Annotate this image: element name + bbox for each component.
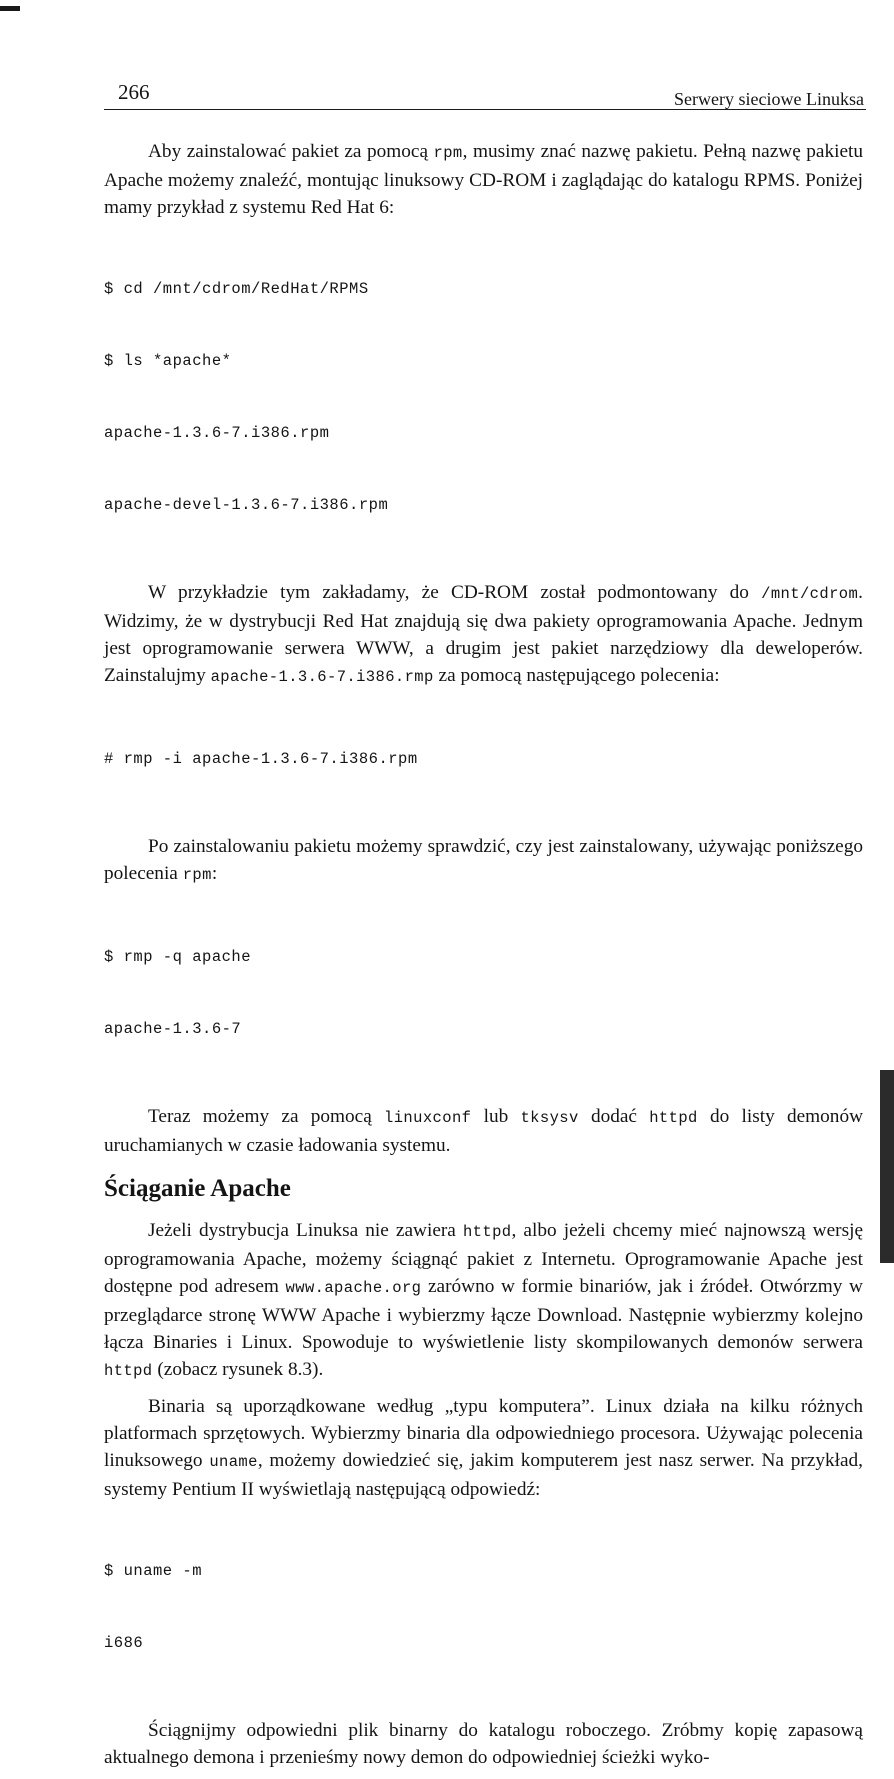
code-line: $ cd /mnt/cdrom/RedHat/RPMS bbox=[104, 280, 369, 298]
text-run: , musimy znać nazwę pakietu. Pełną nazwę pakietu Apache możemy znaleźć, montując linuksowy CD-ROM i zaglądając do katalogu RPMS. Poniżej mamy przykład z systemu Red Hat 6: bbox=[104, 141, 863, 218]
inline-code: rpm bbox=[433, 144, 463, 162]
code-block-install bbox=[104, 699, 863, 819]
text-run: Teraz możemy za pomocą bbox=[148, 1106, 385, 1127]
code-line: apache-devel-1.3.6-7.i386.rpm bbox=[104, 496, 389, 514]
code-line: $ ls *apache* bbox=[104, 352, 232, 370]
text-run: W przykładzie tym zakładamy, że CD-ROM został podmontowany do bbox=[148, 582, 762, 603]
text-run: , możemy dowiedzieć się, jakim komputerem jest nasz serwer. Na przykład, systemy Pentium II wyświetlają następującą odpowiedź: bbox=[104, 1450, 863, 1500]
text-run: , albo jeżeli chcemy mieć najnowszą wersję oprogramowania Apache, możemy ściągnąć pakiet z Internetu. Oprogramowanie Apache jest dostępne pod adresem bbox=[104, 1220, 864, 1297]
paragraph-rpm-intro bbox=[104, 138, 863, 221]
inline-code: www.apache.org bbox=[285, 1279, 422, 1297]
inline-code: tksysv bbox=[520, 1109, 579, 1127]
text-run: zarówno w formie binariów, jak i źródeł. Otwórzmy w przeglądarce stronę WWW Apache i wybierzmy łącze Download. Następnie wybierzmy kolejno łącza Binaries i Linux. Spowoduje to wyświetlenie listy skompilowanych demonów serwera bbox=[104, 1276, 863, 1353]
code-block-uname bbox=[104, 1511, 863, 1703]
inline-code: uname bbox=[209, 1453, 258, 1471]
text-run: : bbox=[211, 863, 218, 884]
text-run: (zobacz rysunek 8.3). bbox=[152, 1359, 324, 1380]
text-run: Po zainstalowaniu pakietu możemy sprawdzić, czy jest zainstalowany, używając poniższego polecenia bbox=[104, 836, 863, 884]
paragraph-verify bbox=[104, 833, 863, 889]
inline-code: httpd bbox=[462, 1223, 512, 1241]
paragraph-download bbox=[104, 1217, 863, 1385]
code-line: i686 bbox=[104, 1634, 144, 1652]
code-line: $ rmp -q apache bbox=[104, 948, 252, 966]
section-heading: Ściąganie Apache bbox=[104, 1175, 291, 1202]
code-line: apache-1.3.6-7.i386.rpm bbox=[104, 424, 330, 442]
paragraph-binaries bbox=[104, 1393, 863, 1503]
code-line: $ uname -m bbox=[104, 1562, 203, 1580]
inline-code: linuxconf bbox=[384, 1109, 472, 1127]
inline-code: /mnt/cdrom bbox=[761, 585, 859, 603]
text-run: do listy demonów uruchamianych w czasie ładowania systemu. bbox=[104, 1106, 864, 1156]
text-run: dodać bbox=[578, 1106, 650, 1127]
inline-code: httpd bbox=[104, 1362, 153, 1380]
header-rule bbox=[104, 109, 866, 110]
text-run: Jeżeli dystrybucja Linuksa nie zawiera bbox=[148, 1220, 463, 1241]
running-title: Serwery sieciowe Linuksa bbox=[674, 89, 864, 109]
scan-corner-mark bbox=[0, 6, 20, 11]
text-run: . Widzimy, że w dystrybucji Red Hat znajdują się dwa pakiety oprogramowania Apache. Jednym jest oprogramowanie serwera WWW, a drugim jest pakiet narzędziowy dla deweloperów. Zainstalujmy bbox=[104, 582, 863, 686]
page-header bbox=[104, 78, 866, 110]
inline-code: apache-1.3.6-7.i386.rmp bbox=[210, 668, 434, 686]
inline-code: httpd bbox=[649, 1109, 698, 1127]
text-run: Aby zainstalować pakiet za pomocą bbox=[148, 141, 434, 162]
text-run: Binaria są uporządkowane według „typu komputera”. Linux działa na kilku różnych platformach sprzętowych. Wybierzmy binaria dla odpowiedniego procesora. Używając polecenia linuksowego bbox=[104, 1396, 863, 1471]
text-run: za pomocą następującego polecenia: bbox=[433, 665, 720, 686]
inline-code: rpm bbox=[182, 866, 212, 884]
code-line: apache-1.3.6-7 bbox=[104, 1020, 242, 1038]
code-block-list-packages bbox=[104, 229, 863, 565]
scan-edge-shadow bbox=[880, 1070, 894, 1263]
text-run: lub bbox=[471, 1106, 521, 1127]
text-run: Ściągnijmy odpowiedni plik binarny do katalogu roboczego. Zróbmy kopię zapasową aktualnego demona i przenieśmy nowy demon do odpowiedniej ścieżki wyko- bbox=[104, 1720, 863, 1768]
paragraph-backup bbox=[104, 1717, 863, 1771]
code-block-query bbox=[104, 897, 863, 1089]
paragraph-daemons bbox=[104, 1103, 863, 1159]
paragraph-cdrom bbox=[104, 579, 863, 691]
page-number: 266 bbox=[118, 80, 150, 104]
page-body bbox=[104, 138, 863, 1779]
code-line: # rmp -i apache-1.3.6-7.i386.rpm bbox=[104, 750, 418, 768]
